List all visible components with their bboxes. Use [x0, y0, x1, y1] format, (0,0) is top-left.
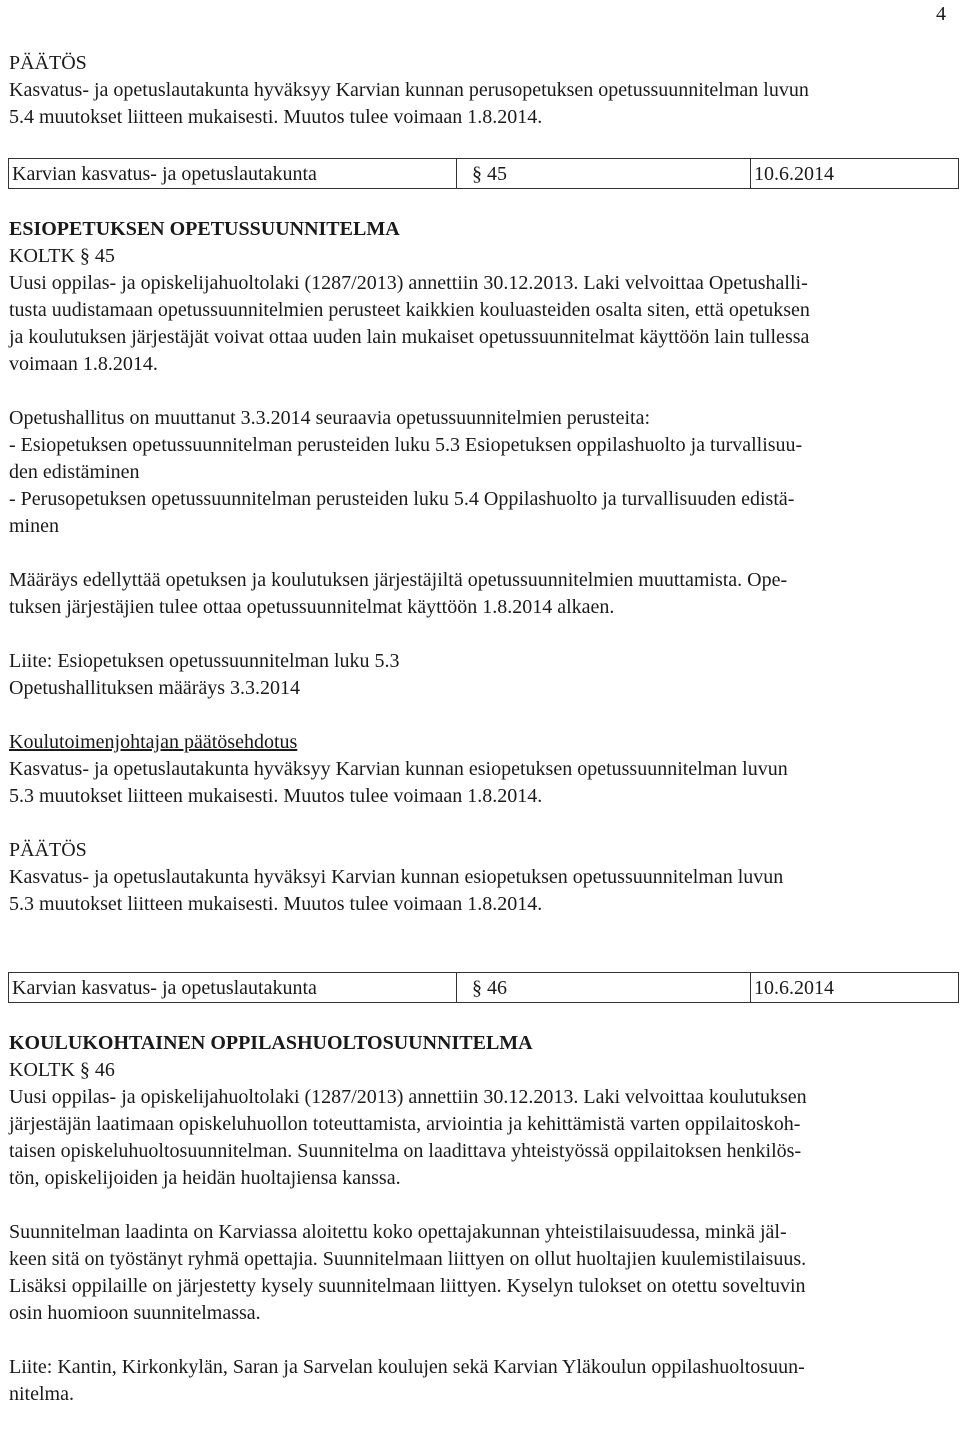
intro-line: voimaan 1.8.2014. [9, 353, 158, 375]
oph-line: Opetushallitus on muuttanut 3.3.2014 seuraavia opetussuunnitelmien perusteita: [9, 407, 650, 429]
oph-line: den edistäminen [9, 461, 140, 483]
attachment-line: nitelma. [9, 1383, 74, 1405]
agenda-item-45 [9, 216, 949, 918]
board-name: Karvian kasvatus- ja opetuslautakunta [9, 159, 457, 189]
decision-line: Kasvatus- ja opetuslautakunta hyväksyy Karvian kunnan perusopetuksen opetussuunnitelman luvun [9, 79, 809, 101]
section-mark: § [472, 162, 482, 185]
decision-block-1 [9, 50, 949, 131]
maarays-line: Määräys edellyttää opetuksen ja koulutuksen järjestäjiltä opetussuunnitelmien muuttamista. Ope- [9, 569, 788, 591]
oph-line: - Esiopetuksen opetussuunnitelman perusteiden luku 5.3 Esiopetuksen oppilashuolto ja turvallisuu- [9, 434, 803, 456]
koltk-ref: KOLTK § 46 [9, 1059, 115, 1081]
item-title: ESIOPETUKSEN OPETUSSUUNNITELMA [9, 218, 400, 240]
intro-line: tön, opiskelijoiden ja heidän huoltajiensa kanssa. [9, 1167, 401, 1189]
item-title: KOULUKOHTAINEN OPPILASHUOLTOSUUNNITELMA [9, 1032, 533, 1054]
section-mark: § [472, 976, 482, 999]
decision-heading: PÄÄTÖS [9, 52, 87, 74]
page-number: 4 [936, 3, 946, 25]
process-line: osin huomioon suunnitelmassa. [9, 1302, 261, 1324]
section-number: 45 [487, 162, 507, 185]
meeting-header-45 [8, 158, 959, 189]
koltk-ref: KOLTK § 45 [9, 245, 115, 267]
process-line: Lisäksi oppilaille on järjestetty kysely suunnitelmaan liittyen. Kyselyn tulokset on otettu soveltuvin [9, 1275, 806, 1297]
process-line: keen sitä on työstänyt ryhmä opettajia. Suunnitelmaan liittyen on ollut huoltajien kuulemistilaisuus. [9, 1248, 807, 1270]
attachment-line: Liite: Kantin, Kirkonkylän, Saran ja Sarvelan koulujen sekä Karvian Yläkoulun oppilashuoltosuun- [9, 1356, 805, 1378]
decision-line: Kasvatus- ja opetuslautakunta hyväksyi Karvian kunnan esiopetuksen opetussuunnitelman luvun [9, 866, 784, 888]
decision-heading: PÄÄTÖS [9, 839, 87, 861]
intro-line: ja koulutuksen järjestäjät voivat ottaa uuden lain mukaiset opetussuunnitelmat käyttöön lain tullessa [9, 326, 810, 348]
decision-line: 5.4 muutokset liitteen mukaisesti. Muutos tulee voimaan 1.8.2014. [9, 106, 543, 128]
section-number: 46 [487, 976, 507, 999]
intro-line: taisen opiskeluhuoltosuunnitelman. Suunnitelma on laadittava yhteistyössä oppilaitoksen henkilös- [9, 1140, 802, 1162]
maarays-line: tuksen järjestäjien tulee ottaa opetussuunnitelmat käyttöön 1.8.2014 alkaen. [9, 596, 615, 618]
process-line: Suunnitelman laadinta on Karviassa aloitettu koko opettajakunnan yhteistilaisuudessa, minkä jäl- [9, 1221, 787, 1243]
meeting-date: 10.6.2014 [751, 973, 959, 1003]
proposal-line: 5.3 muutokset liitteen mukaisesti. Muutos tulee voimaan 1.8.2014. [9, 785, 543, 807]
meeting-date: 10.6.2014 [751, 159, 959, 189]
proposal-line: Kasvatus- ja opetuslautakunta hyväksyy Karvian kunnan esiopetuksen opetussuunnitelman luvun [9, 758, 788, 780]
intro-line: Uusi oppilas- ja opiskelijahuoltolaki (1287/2013) annettiin 30.12.2013. Laki velvoittaa Opetushalli- [9, 272, 808, 294]
decision-line: 5.3 muutokset liitteen mukaisesti. Muutos tulee voimaan 1.8.2014. [9, 893, 543, 915]
document-body [9, 50, 949, 1408]
proposal-heading: Koulutoimenjohtajan päätösehdotus [9, 731, 298, 753]
meeting-header-46 [8, 972, 959, 1003]
oph-line: minen [9, 515, 59, 537]
intro-line: tusta uudistamaan opetussuunnitelmien perusteet kaikkien kouluasteiden osalta siten, että opetuksen [9, 299, 810, 321]
agenda-item-46 [9, 1030, 949, 1408]
attachment-line: Opetushallituksen määräys 3.3.2014 [9, 677, 301, 699]
board-name: Karvian kasvatus- ja opetuslautakunta [9, 973, 457, 1003]
oph-line: - Perusopetuksen opetussuunnitelman perusteiden luku 5.4 Oppilashuolto ja turvallisuuden edistä- [9, 488, 795, 510]
intro-line: Uusi oppilas- ja opiskelijahuoltolaki (1287/2013) annettiin 30.12.2013. Laki velvoittaa koulutuksen [9, 1086, 807, 1108]
attachment-line: Liite: Esiopetuksen opetussuunnitelman luku 5.3 [9, 650, 400, 672]
intro-line: järjestäjän laatimaan opiskeluhuollon toteuttamista, arviointia ja kehittämistä varten oppilaitoskoh- [9, 1113, 801, 1135]
